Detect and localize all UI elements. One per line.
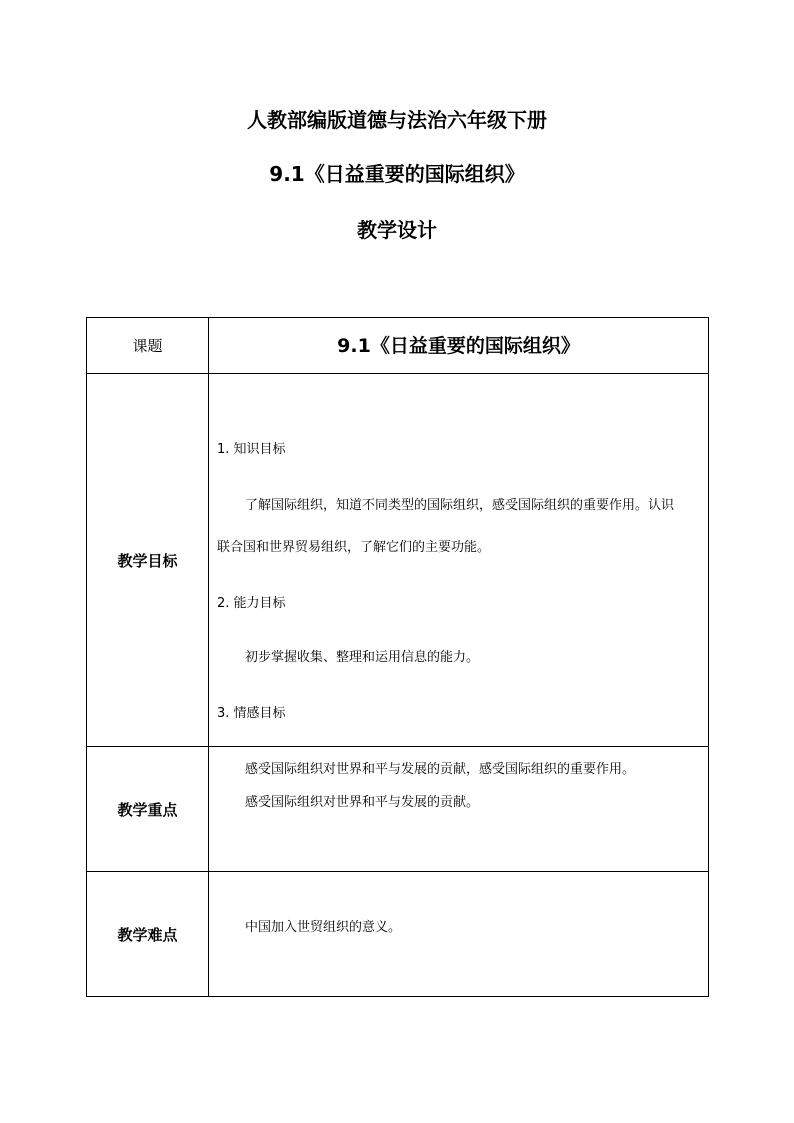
table-row xyxy=(87,318,709,374)
key-points-text: 感受国际组织对世界和平与发展的贡献。 xyxy=(245,795,480,810)
ability-goal-text: 初步掌握收集、整理和运用信息的能力。 xyxy=(245,650,480,665)
lesson-title: 9.1《日益重要的国际组织》 xyxy=(269,162,525,186)
emotion-goal-text: 感受国际组织对世界和平与发展的贡献，感受国际组织的重要作用。 xyxy=(245,762,636,777)
table-row xyxy=(87,747,709,872)
lesson-plan-table xyxy=(86,317,709,997)
difficult-points-label: 教学难点 xyxy=(87,872,209,997)
knowledge-goal-text-2: 联合国和世界贸易组织，了解它们的主要功能。 xyxy=(217,540,491,555)
document-subtitle: 教学设计 xyxy=(357,218,437,242)
difficult-points-text: 中国加入世贸组织的意义。 xyxy=(245,920,402,935)
goals-content xyxy=(209,374,708,777)
table-row xyxy=(87,872,709,997)
knowledge-goal-title: 1. 知识目标 xyxy=(217,442,286,457)
ability-goal-title: 2. 能力目标 xyxy=(217,596,286,611)
emotion-goal-title: 3. 情感目标 xyxy=(217,706,286,721)
key-points-label: 教学重点 xyxy=(87,747,209,872)
topic-value: 9.1《日益重要的国际组织》 xyxy=(337,334,580,357)
knowledge-goal-text-1: 了解国际组织，知道不同类型的国际组织，感受国际组织的重要作用。认识 xyxy=(245,498,675,513)
goals-label: 教学目标 xyxy=(87,374,209,747)
table-row xyxy=(87,374,709,747)
topic-label: 课题 xyxy=(87,318,209,374)
document-title: 人教部编版道德与法治六年级下册 xyxy=(247,108,547,132)
